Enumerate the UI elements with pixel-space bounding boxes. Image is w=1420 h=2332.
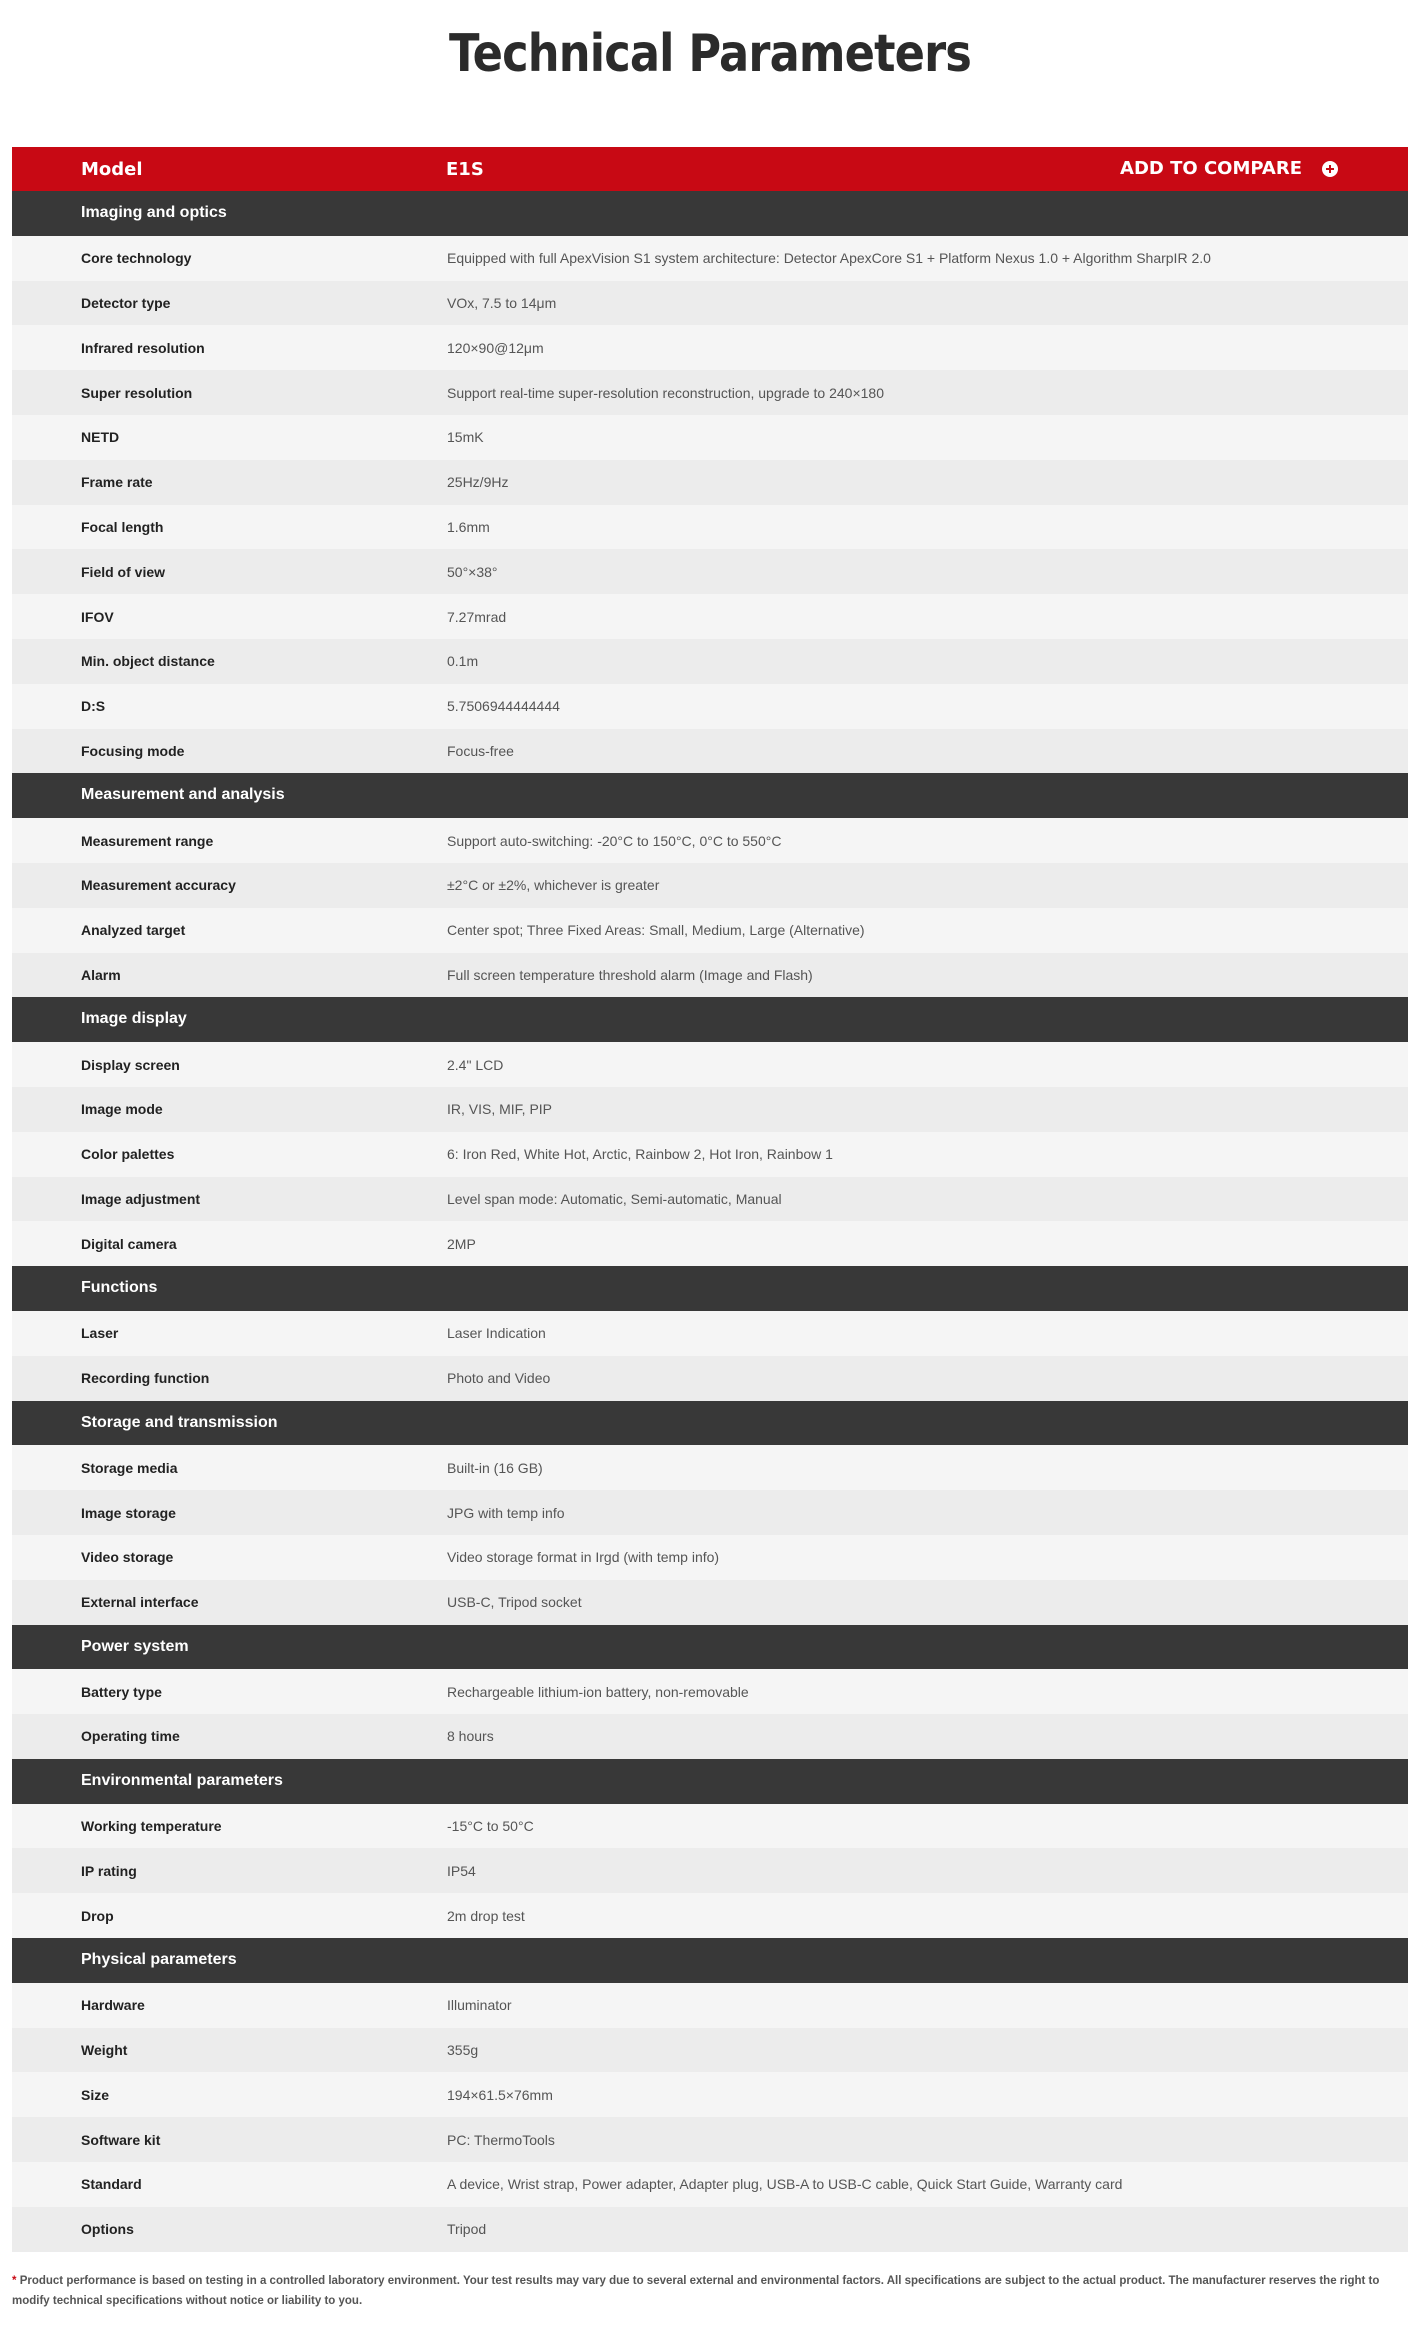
table-row <box>12 1132 1408 1177</box>
model-value: E1S <box>446 159 484 180</box>
spec-key: Field of view <box>81 563 166 580</box>
spec-value: 5.7506944444444 <box>447 698 560 715</box>
section-header: Power system <box>12 1625 1408 1670</box>
table-row <box>12 460 1408 505</box>
spec-key: Measurement accuracy <box>81 877 236 894</box>
table-row <box>12 281 1408 326</box>
spec-value: 1.6mm <box>447 518 490 535</box>
spec-key: Recording function <box>81 1370 210 1387</box>
spec-section <box>12 1266 1408 1400</box>
spec-value: VOx, 7.5 to 14μm <box>447 294 557 311</box>
spec-key: Display screen <box>81 1056 180 1073</box>
table-row <box>12 684 1408 729</box>
section-rows <box>12 1042 1408 1266</box>
spec-value: ±2°C or ±2%, whichever is greater <box>447 877 660 894</box>
section-rows <box>12 1445 1408 1624</box>
spec-key: Analyzed target <box>81 922 186 939</box>
spec-value: Full screen temperature threshold alarm (Image and Flash) <box>447 966 813 983</box>
spec-key: NETD <box>81 429 120 446</box>
spec-value: 50°×38° <box>447 563 498 580</box>
spec-key: Focusing mode <box>81 742 185 759</box>
spec-value: Level span mode: Automatic, Semi-automatic, Manual <box>447 1190 782 1207</box>
table-row <box>12 1221 1408 1266</box>
spec-value: Support auto-switching: -20°C to 150°C, 0°C to 550°C <box>447 832 782 849</box>
spec-value: 355g <box>447 2042 479 2059</box>
spec-key: Frame rate <box>81 474 153 491</box>
spec-section <box>12 1401 1408 1625</box>
spec-section <box>12 1625 1408 1759</box>
section-rows <box>12 1669 1408 1759</box>
spec-value: -15°C to 50°C <box>447 1818 534 1835</box>
footnote <box>12 2271 1408 2311</box>
spec-key: Image mode <box>81 1101 163 1118</box>
spec-value: IP54 <box>447 1862 476 1879</box>
spec-value: 0.1m <box>447 653 479 670</box>
section-header: Image display <box>12 997 1408 1042</box>
table-row <box>12 2162 1408 2207</box>
table-row <box>12 1714 1408 1759</box>
spec-value: IR, VIS, MIF, PIP <box>447 1101 553 1118</box>
spec-key: Options <box>81 2221 134 2238</box>
table-row <box>12 2207 1408 2252</box>
spec-key: Super resolution <box>81 384 193 401</box>
spec-section <box>12 997 1408 1266</box>
spec-value: Laser Indication <box>447 1325 546 1342</box>
spec-key: Measurement range <box>81 832 214 849</box>
table-row <box>12 415 1408 460</box>
spec-value: Photo and Video <box>447 1370 551 1387</box>
spec-key: IFOV <box>81 608 114 625</box>
spec-value: 194×61.5×76mm <box>447 2086 553 2103</box>
spec-section <box>12 773 1408 997</box>
spec-value: Focus-free <box>447 742 514 759</box>
table-row <box>12 818 1408 863</box>
spec-key: Image adjustment <box>81 1190 201 1207</box>
section-rows <box>12 818 1408 997</box>
section-rows <box>12 1983 1408 2252</box>
spec-value: 120×90@12μm <box>447 339 544 356</box>
table-row <box>12 236 1408 281</box>
spec-value: PC: ThermoTools <box>447 2131 555 2148</box>
table-row <box>12 863 1408 908</box>
table-row <box>12 953 1408 998</box>
spec-value: Rechargeable lithium-ion battery, non-removable <box>447 1683 749 1700</box>
table-row <box>12 370 1408 415</box>
section-rows <box>12 1804 1408 1938</box>
add-to-compare-button[interactable] <box>1120 158 1338 179</box>
spec-key: Drop <box>81 1907 114 1924</box>
section-rows <box>12 236 1408 774</box>
table-row <box>12 594 1408 639</box>
table-row <box>12 1983 1408 2028</box>
section-header: Storage and transmission <box>12 1401 1408 1446</box>
spec-value: Center spot; Three Fixed Areas: Small, Medium, Large (Alternative) <box>447 922 865 939</box>
spec-value: Built-in (16 GB) <box>447 1459 543 1476</box>
spec-key: Storage media <box>81 1459 178 1476</box>
spec-key: Core technology <box>81 250 192 267</box>
table-row <box>12 2072 1408 2117</box>
spec-value: JPG with temp info <box>447 1504 565 1521</box>
spec-section <box>12 1759 1408 1938</box>
table-row <box>12 2028 1408 2073</box>
spec-key: Standard <box>81 2176 142 2193</box>
spec-key: Battery type <box>81 1683 162 1700</box>
spec-key: Digital camera <box>81 1235 177 1252</box>
spec-value: 25Hz/9Hz <box>447 474 509 491</box>
table-row <box>12 639 1408 684</box>
spec-value: 2m drop test <box>447 1907 525 1924</box>
table-row <box>12 908 1408 953</box>
section-header: Measurement and analysis <box>12 773 1408 818</box>
table-row <box>12 1177 1408 1222</box>
section-header: Physical parameters <box>12 1938 1408 1983</box>
add-to-compare-label: ADD TO COMPARE <box>1120 158 1302 179</box>
spec-key: Min. object distance <box>81 653 215 670</box>
table-row <box>12 1669 1408 1714</box>
spec-key: Size <box>81 2086 110 2103</box>
table-row <box>12 325 1408 370</box>
table-row <box>12 1445 1408 1490</box>
spec-value: Video storage format in Irgd (with temp info) <box>447 1549 720 1566</box>
table-row <box>12 2117 1408 2162</box>
spec-key: Detector type <box>81 294 171 311</box>
table-row <box>12 1311 1408 1356</box>
section-rows <box>12 1311 1408 1401</box>
spec-key: Weight <box>81 2042 128 2059</box>
spec-value: Tripod <box>447 2221 487 2238</box>
table-row <box>12 1042 1408 1087</box>
spec-key: D:S <box>81 698 106 715</box>
footnote-star: * <box>12 2275 17 2287</box>
spec-value: 7.27mrad <box>447 608 507 625</box>
table-row <box>12 1580 1408 1625</box>
plus-circle-icon <box>1322 161 1338 177</box>
spec-key: Color palettes <box>81 1146 175 1163</box>
footnote-text: Product performance is based on testing in a controlled laboratory environment. Your test results may vary due to several external and environmental factors. All specifications are subject to the actual product. The manufacturer reserves the right to modify technical specifications without notice or liability to you. <box>12 2275 1380 2307</box>
table-row <box>12 505 1408 550</box>
section-header: Functions <box>12 1266 1408 1311</box>
spec-section <box>12 191 1408 773</box>
spec-value: 15mK <box>447 429 484 446</box>
table-row <box>12 549 1408 594</box>
spec-value: Illuminator <box>447 1997 512 2014</box>
model-header-row <box>12 147 1408 191</box>
spec-value: Equipped with full ApexVision S1 system architecture: Detector ApexCore S1 + Platform Nexus 1.0 + Algorithm SharpIR 2.0 <box>447 250 1211 267</box>
spec-key: Hardware <box>81 1997 145 2014</box>
table-row <box>12 1087 1408 1132</box>
spec-key: Laser <box>81 1325 119 1342</box>
spec-value: 8 hours <box>447 1728 494 1745</box>
spec-key: Software kit <box>81 2131 161 2148</box>
spec-value: 6: Iron Red, White Hot, Arctic, Rainbow 2, Hot Iron, Rainbow 1 <box>447 1146 833 1163</box>
section-header: Environmental parameters <box>12 1759 1408 1804</box>
spec-key: Operating time <box>81 1728 180 1745</box>
model-label: Model <box>81 159 143 180</box>
table-row <box>12 1490 1408 1535</box>
spec-key: External interface <box>81 1594 199 1611</box>
spec-key: Image storage <box>81 1504 176 1521</box>
page-title: Technical Parameters <box>448 24 972 84</box>
spec-key: Infrared resolution <box>81 339 205 356</box>
spec-key: Working temperature <box>81 1818 222 1835</box>
spec-value: 2MP <box>447 1235 476 1252</box>
spec-key: IP rating <box>81 1862 137 1879</box>
spec-key: Alarm <box>81 966 121 983</box>
spec-table <box>12 147 1408 2252</box>
table-row <box>12 729 1408 774</box>
table-row <box>12 1356 1408 1401</box>
section-header: Imaging and optics <box>12 191 1408 236</box>
table-row <box>12 1893 1408 1938</box>
spec-value: USB-C, Tripod socket <box>447 1594 582 1611</box>
spec-key: Video storage <box>81 1549 174 1566</box>
table-row <box>12 1804 1408 1849</box>
table-row <box>12 1535 1408 1580</box>
spec-sections <box>12 191 1408 2252</box>
spec-section <box>12 1938 1408 2252</box>
spec-value: A device, Wrist strap, Power adapter, Adapter plug, USB-A to USB-C cable, Quick Start Guide, Warranty card <box>447 2176 1123 2193</box>
spec-key: Focal length <box>81 518 164 535</box>
spec-value: Support real-time super-resolution reconstruction, upgrade to 240×180 <box>447 384 884 401</box>
table-row <box>12 1848 1408 1893</box>
spec-value: 2.4" LCD <box>447 1056 504 1073</box>
